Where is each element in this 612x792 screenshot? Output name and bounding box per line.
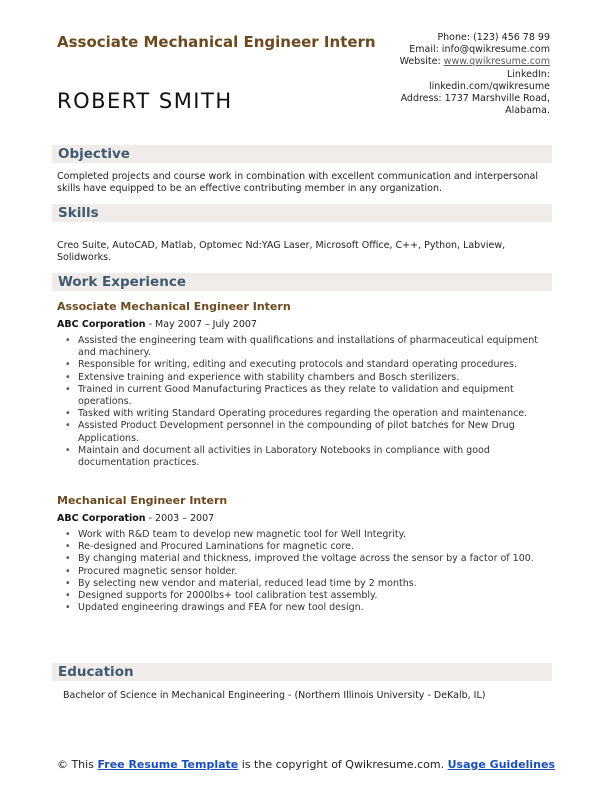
list-item: • Assisted Product Development personnel in the compounding of pilot batches for New Drug Applications. <box>78 420 549 444</box>
phone: Phone: (123) 456 78 99 <box>437 32 550 43</box>
linkedin-label: LinkedIn: <box>506 68 550 80</box>
list-item: • Designed supports for 2000lbs+ tool calibration test assembly. <box>78 590 549 602</box>
work-experience-heading: Work Experience <box>52 273 552 291</box>
address-line-1: Address: 1737 Marshville Road, <box>400 93 550 105</box>
footer-middle: is the copyright of Qwikresume.com. <box>238 758 448 771</box>
list-item: • Assisted the engineering team with qualifications and installations of pharmaceutical equipment and machinery. <box>78 335 549 359</box>
list-item: • By changing material and thickness, improved the voltage across the sensor by a factor of 100. <box>78 553 549 565</box>
skills-text: Creo Suite, AutoCAD, Matlab, Optomec Nd:YAG Laser, Microsoft Office, C++, Python, Labview, Solidworks. <box>57 240 506 263</box>
list-item: • Work with R&D team to develop new magnetic tool for Well Integrity. <box>78 529 549 541</box>
free-resume-template-link[interactable]: Free Resume Template <box>97 758 239 771</box>
website-link[interactable]: www.qwikresume.com <box>443 56 550 68</box>
list-item: • Trained in current Good Manufacturing Practices as they relate to validation and equipment operations. <box>78 384 549 408</box>
list-item: • Re-designed and Procured Laminations for magnetic core. <box>78 541 549 553</box>
address-line-2: Alabama. <box>505 105 550 117</box>
usage-guidelines-link[interactable]: Usage Guidelines <box>447 758 556 771</box>
education-text: Bachelor of Science in Mechanical Engineering - (Northern Illinois University - DeKalb, IL) <box>63 690 486 701</box>
website <box>340 56 550 68</box>
copyright-footer <box>0 758 612 772</box>
objective-text: Completed projects and course work in combination with excellent communication and interpersonal skills have equipped to be an effective contributing member in any organization. <box>57 171 538 194</box>
job-title-2: Mechanical Engineer Intern <box>57 494 228 507</box>
list-item: • Procured magnetic sensor holder. <box>78 566 549 578</box>
job-title: Associate Mechanical Engineer Intern <box>57 33 376 51</box>
job-title-1: Associate Mechanical Engineer Intern <box>57 300 291 313</box>
linkedin-value: linkedin.com/qwikresume <box>428 80 550 92</box>
objective-heading: Objective <box>52 145 552 163</box>
list-item: • Responsible for writing, editing and executing protocols and standard operating procedures. <box>78 359 549 371</box>
list-item: • Updated engineering drawings and FEA for new tool design. <box>78 602 549 614</box>
job-dates: - 2003 – 2007 <box>145 513 215 524</box>
job-dates: - May 2007 – July 2007 <box>145 319 257 330</box>
website-label: Website: <box>399 56 444 68</box>
list-item: • By selecting new vendor and material, reduced lead time by 2 months. <box>78 578 549 590</box>
contact-block <box>340 32 550 117</box>
education-heading: Education <box>52 663 552 681</box>
job-company-1 <box>57 319 257 331</box>
company-name: ABC Corporation <box>57 319 146 330</box>
list-item: • Extensive training and experience with stability chambers and Bosch sterilizers. <box>78 372 549 384</box>
job-bullets-1 <box>57 335 549 469</box>
candidate-name: ROBERT SMITH <box>57 89 233 113</box>
resume-header <box>57 32 555 126</box>
list-item: • Tasked with writing Standard Operating procedures regarding the operation and maintenance. <box>78 408 549 420</box>
skills-heading: Skills <box>52 204 552 222</box>
footer-prefix: © This <box>56 758 98 771</box>
job-bullets-2 <box>57 529 549 614</box>
job-company-2 <box>57 513 214 525</box>
company-name: ABC Corporation <box>57 513 146 524</box>
email: Email: info@qwikresume.com <box>409 44 550 56</box>
list-item: • Maintain and document all activities in Laboratory Notebooks in compliance with good documentation practices. <box>78 445 549 469</box>
